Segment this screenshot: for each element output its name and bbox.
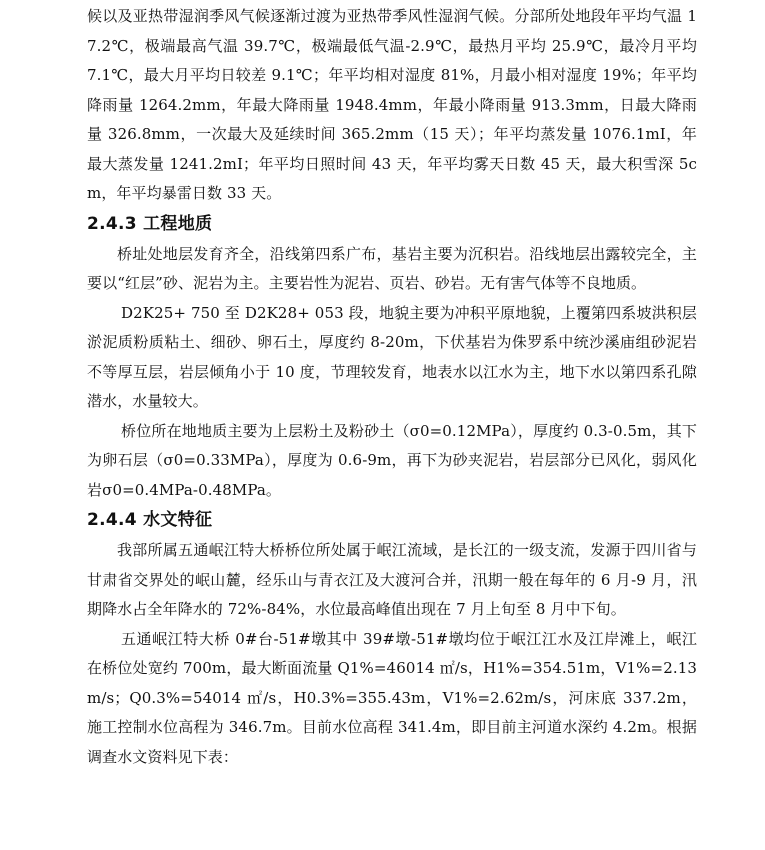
climate-paragraph: 候以及亚热带湿润季风气候逐渐过渡为亚热带季风性湿润气候。分部所处地段年平均气温 17.2℃，极端最高气温 39.7℃，极端最低气温-2.9℃，最热月平均 25.9℃，最冷月平均 7.1℃，最大月平均日较差 9.1℃；年平均相对湿度 81%，月最小相对湿度 19%；年平均降雨量 1264.2mm，年最大降雨量 1948.4mm，年最小降雨量 913.3mm，日最大降雨量 326.8mm，一次最大及延续时间 365.2mm（15 天）；年平均蒸发量 1076.1mI，年最大蒸发量 1241.2mI；年平均日照时间 43 天，年平均雾天日数 45 天，最大积雪深 5cm，年平均暴雷日数 33 天。 <box>87 7 697 202</box>
document-body <box>87 2 697 772</box>
geology-paragraph-3: 桥位所在地地质主要为上层粉土及粉砂土（σ0=0.12MPa），厚度约 0.3-0.5m，其下为卵石层（σ0=0.33MPa），厚度为 0.6-9m，再下为砂夹泥岩，岩层部分已风化，弱风化岩σ0=0.4MPa-0.48MPa。 <box>87 421 697 499</box>
geology-paragraph-2: D2K25+ 750 至 D2K28+ 053 段，地貌主要为冲积平原地貌，上覆第四系坡洪积层淤泥质粉质粘土、细砂、卵石土，厚度约 8-20m，下伏基岩为侏罗系中统沙溪庙组砂泥岩不等厚互层，岩层倾角小于 10 度，节理较发育，地表水以江水为主，地下水以第四系孔隙潜水，水量较大。 <box>87 303 697 410</box>
section-heading-engineering-geology: 2.4.3 工程地质 <box>87 213 213 234</box>
section-heading-hydrology: 2.4.4 水文特征 <box>87 510 213 530</box>
geology-paragraph-1: 桥址处地层发育齐全，沿线第四系广布，基岩主要为沉积岩。沿线地层出露较完全，主要以“红层”砂、泥岩为主。主要岩性为泥岩、页岩、砂岩。无有害气体等不良地质。 <box>87 244 697 292</box>
hydrology-paragraph-1: 我部所属五通岷江特大桥桥位所处属于岷江流域，是长江的一级支流，发源于四川省与甘肃省交界处的岷山麓，经乐山与青衣江及大渡河合并，汛期一般在每年的 6 月-9 月，汛期降水占全年降水的 72%-84%，水位最高峰值出现在 7 月上旬至 8 月中下旬。 <box>87 541 697 618</box>
hydrology-paragraph-2: 五通岷江特大桥 0#台-51#墩其中 39#墩-51#墩均位于岷江江水及江岸滩上，岷江在桥位处宽约 700m，最大断面流量 Q1%=46014 ㎡/s，H1%=354.51m，V1%=2.13m/s；Q0.3%=54014 ㎡/s，H0.3%=355.43m，V1%=2.62m/s，河床底 337.2m，施工控制水位高程为 346.7m。目前水位高程 341.4m，即目前主河道水深约 4.2m。根据调查水文资料见下表： <box>87 629 697 766</box>
